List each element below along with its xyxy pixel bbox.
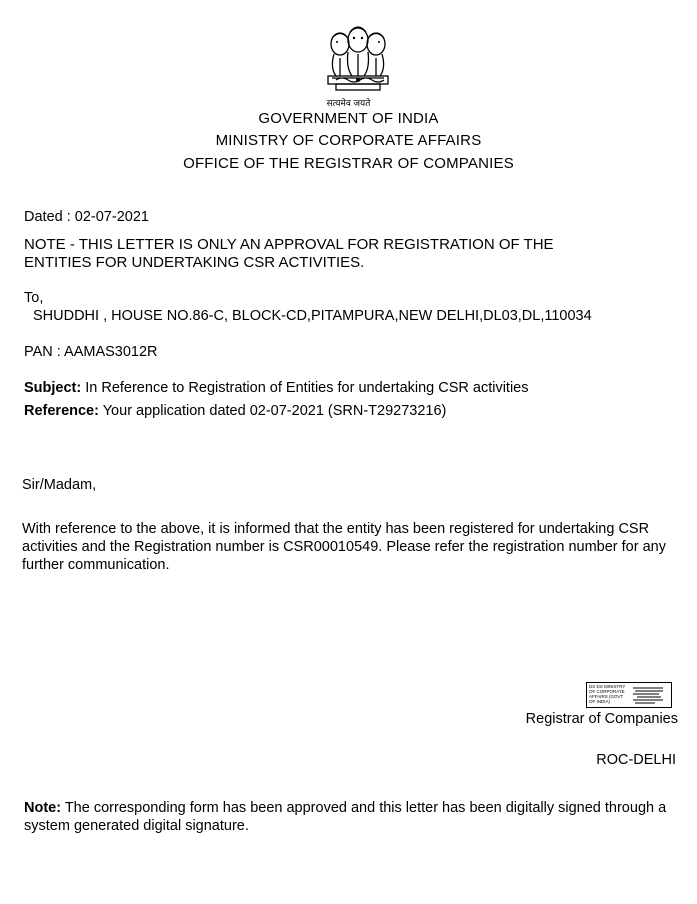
reference-label: Reference: [24,403,99,419]
note-label: Note: [24,800,62,816]
letter-date: Dated : 02-07-2021 [24,209,149,225]
reference-text: Your application dated 02-07-2021 (SRN-T29273216) [98,403,447,419]
salutation: Sir/Madam, [22,477,97,493]
header-ministry: MINISTRY OF CORPORATE AFFAIRS [215,132,482,149]
subject-text: In Reference to Registration of Entities for undertaking CSR activities [81,380,529,396]
reference-line [24,403,446,419]
digital-signature-note [24,799,684,835]
body-paragraph: With reference to the above, it is informed that the entity has been registered for undertaking CSR activities and the Registration number is CSR00010549. Please refer the registration number for any further communication. [22,521,666,573]
approval-note: NOTE - THIS LETTER IS ONLY AN APPROVAL FOR REGISTRATION OF THE ENTITIES FOR UNDERTAKING CSR ACTIVITIES. [24,236,554,271]
header-government: GOVERNMENT OF INDIA [258,110,439,127]
digital-signature-stamp [586,682,672,708]
signature-stamp-text: DS DS MINISTRY OF CORPORATE AFFAIRS (GOVT OF INDIA) [589,684,626,704]
note-text: The corresponding form has been approved and this letter has been digitally signed through a system generated digital signature. [24,800,667,834]
to-label: To, [24,290,44,306]
signatory-office: ROC-DELHI [596,752,676,768]
signatory-title: Registrar of Companies [525,711,678,727]
pan-number: PAN : AAMAS3012R [24,344,158,360]
recipient-address: SHUDDHI , HOUSE NO.86-C, BLOCK-CD,PITAMPURA,NEW DELHI,DL03,DL,110034 [33,308,592,324]
header-office: OFFICE OF THE REGISTRAR OF COMPANIES [183,155,514,172]
signature-mark-icon [631,685,667,705]
emblem-motto: सत्यमेव जयते [326,98,371,108]
subject-line [24,380,529,396]
subject-label: Subject: [24,380,82,396]
